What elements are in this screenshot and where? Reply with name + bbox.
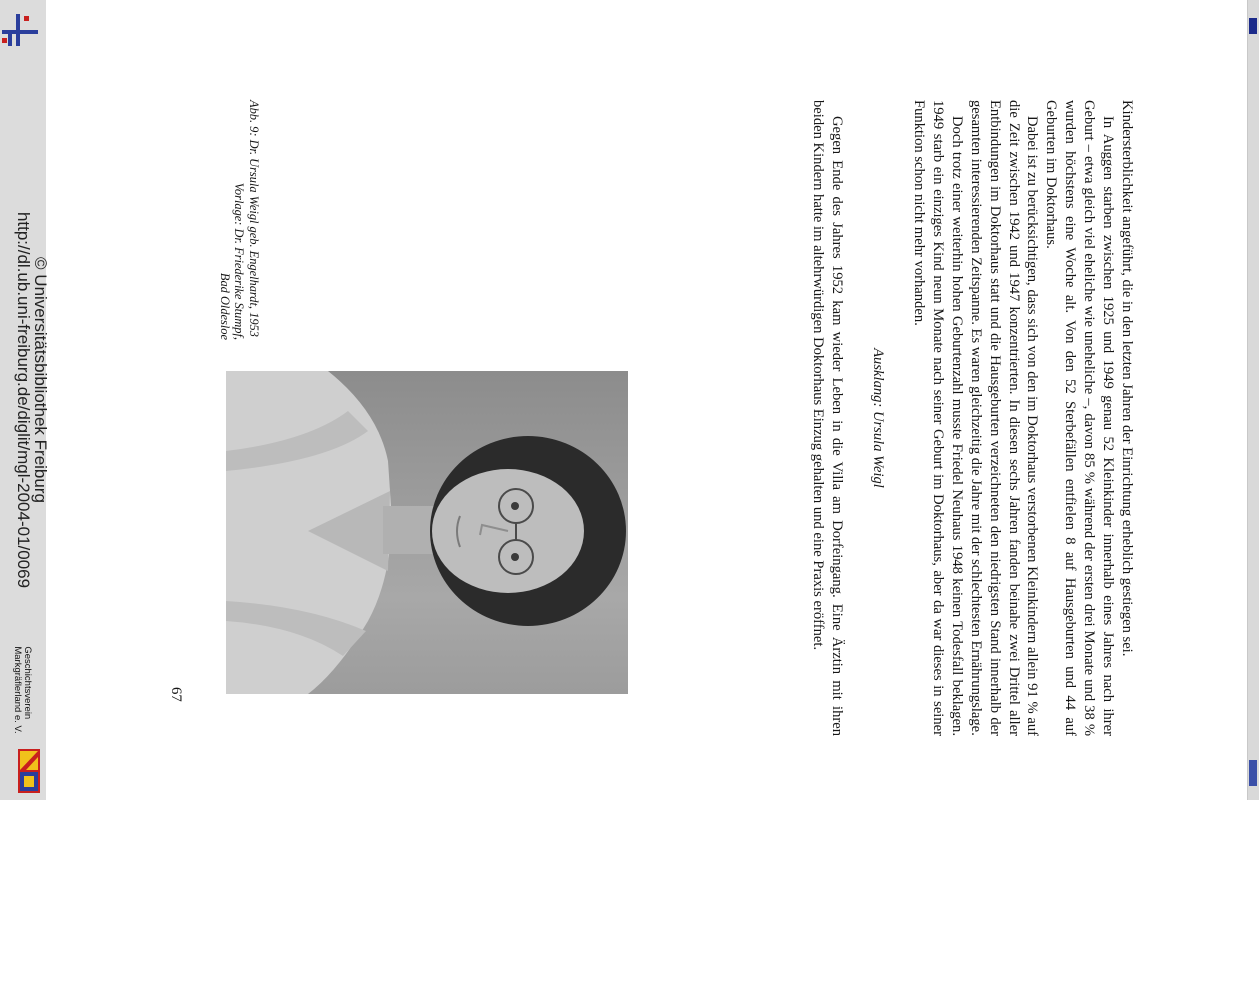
caption-title: Abb. 9: Dr. Ursula Weigl geb. Engelhardt, 1953 — [247, 100, 261, 337]
paragraph-1: Kindersterblichkeit angeführt, die in den letzten Jahren der Einrichtung erheblich gestiegen sei. — [1119, 100, 1135, 657]
paragraph-4: Doch trotz einer weiterhin hohen Geburtenzahl musste Friedel Neuhaus 1948 keinen Todesfall beklagen. 1949 starb ein einziges Kind neun Monate nach seiner Geburt im Doktorhaus, aber da war dieses in seiner Funktion schon nicht mehr vorhanden. — [911, 100, 965, 736]
society-label — [12, 646, 32, 733]
society-line-1: Geschichtsverein — [22, 646, 33, 720]
coat-of-arms-icon — [18, 749, 40, 793]
library-logo-icon — [2, 14, 38, 50]
body-text — [808, 100, 1136, 736]
document-page — [146, 0, 1148, 1001]
page-number: 67 — [168, 687, 184, 702]
portrait-illustration — [226, 371, 628, 694]
section-heading: Ausklang: Ursula Weigl — [870, 348, 887, 488]
copyright-notice: © Universitätsbibliothek Freiburg — [31, 257, 50, 503]
paragraph-2: In Auggen starben zwischen 1925 und 1949 genau 52 Kleinkinder innerhalb eines Jahres nach ihrer Geburt – etwa gleich viel eheliche wie uneheliche –, davon 85 % während der ersten drei Monate und 38 % wurden höchstens eine Woche alt. Von den 52 Sterbefällen entfielen 8 auf Hausgeburten und 44 auf Geburten im Doktorhaus. — [1043, 100, 1117, 736]
paragraph-3: Dabei ist zu berücksichtigen, dass sich von den im Doktorhaus verstorbenen Kleinkindern allein 91 % auf die Zeit zwischen 1942 und 1947 konzentrierten. In diesen sechs Jahren fanden beinahe zwei Drittel aller Entbindungen im Doktorhaus statt und die Hausgeburten verzeichneten den niedrigsten Stand innerhalb der gesamten interessierenden Zeitspanne. Es waren gleichzeitig die Jahre mit der schlechtesten Ernährungslage. — [967, 100, 1041, 736]
society-line-2: Markgräflerland e. V. — [12, 646, 23, 734]
portrait-photo — [226, 371, 628, 694]
figure-caption — [217, 100, 261, 340]
document-url[interactable]: http://dl.ub.uni-freiburg.de/diglit/mgl-2004-01/0069 — [14, 211, 33, 589]
next-page-edge[interactable] — [1247, 0, 1259, 800]
caption-source-2: Bad Oldesloe — [217, 272, 232, 340]
paragraph-5: Gegen Ende des Jahres 1952 kam wieder Leben in die Villa am Dorfeingang. Eine Ärztin mit ihren beiden Kindern hatte im altehrwürdigen Doktorhaus Einzug gehalten und eine Praxis eröffnet. — [810, 100, 846, 736]
caption-source-1: Vorlage: Dr. Friederike Stumpf, — [232, 182, 247, 340]
